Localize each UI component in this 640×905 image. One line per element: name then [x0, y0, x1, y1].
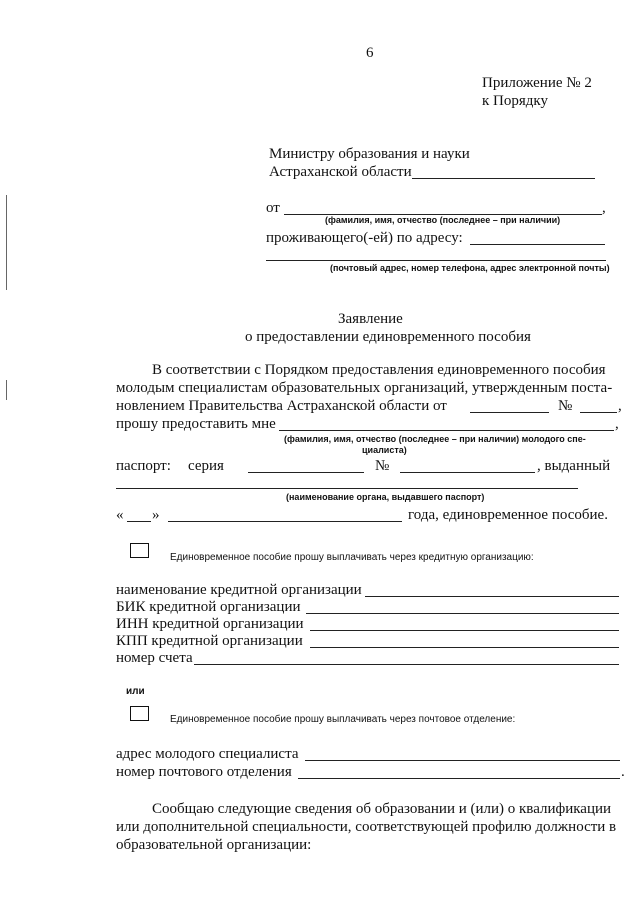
- post-office-dot: .: [621, 764, 625, 780]
- final-line-3: образовательной организации:: [116, 837, 312, 853]
- from-label: от: [266, 200, 280, 216]
- kpp-line[interactable]: [310, 647, 619, 648]
- post-office-label: номер почтового отделения: [116, 764, 292, 780]
- passport-series-line[interactable]: [248, 472, 364, 473]
- address-input-line[interactable]: [470, 244, 605, 245]
- account-line[interactable]: [194, 664, 619, 665]
- passport-num-sign: №: [375, 458, 390, 474]
- applicant-hint-2: циалиста): [362, 445, 407, 455]
- body-line-4: прошу предоставить мне: [116, 416, 276, 432]
- bik-line[interactable]: [306, 613, 619, 614]
- decree-comma: ,: [618, 398, 622, 414]
- scan-mark: [6, 195, 7, 290]
- post-option-text: Единовременное пособие прошу выплачивать через почтовое отделение:: [170, 714, 516, 725]
- page-number: 6: [366, 45, 374, 61]
- address-hint: (почтовый адрес, номер телефона, адрес электронной почты): [330, 263, 610, 273]
- passport-label: паспорт:: [116, 458, 171, 474]
- applicant-name-line[interactable]: [279, 430, 614, 431]
- decree-date-line[interactable]: [470, 412, 549, 413]
- address-input-line-2[interactable]: [266, 260, 606, 261]
- final-line-1: Сообщаю следующие сведения об образовании и (или) о квалификации: [152, 801, 612, 817]
- final-line-2: или дополнительной специальности, соответствующей профилю должности в: [116, 819, 617, 835]
- document-title: Заявление: [338, 311, 403, 327]
- body-line-2: молодым специалистам образовательных организаций, утвержденным поста-: [116, 380, 613, 396]
- appendix-line-2: к Порядку: [482, 93, 548, 109]
- passport-issuer-line[interactable]: [116, 488, 578, 489]
- inn-line[interactable]: [310, 630, 619, 631]
- passport-number-line[interactable]: [400, 472, 535, 473]
- issuer-hint: (наименование органа, выдавшего паспорт): [286, 492, 485, 502]
- credit-option-text: Единовременное пособие прошу выплачивать через кредитную организацию:: [170, 552, 534, 563]
- addressee-line-1: Министру образования и науки: [269, 146, 470, 162]
- date-close-quote: »: [152, 507, 160, 523]
- from-hint: (фамилия, имя, отчество (последнее – при наличии): [325, 215, 561, 225]
- scan-mark: [6, 380, 7, 400]
- bik-label: БИК кредитной организации: [116, 599, 301, 615]
- applicant-comma: ,: [615, 416, 619, 432]
- date-tail: года, единовременное пособие.: [408, 507, 608, 523]
- issue-month-year-line[interactable]: [168, 521, 402, 522]
- date-open-quote: «: [116, 507, 124, 523]
- series-label: серия: [188, 458, 224, 474]
- decree-num-sign: №: [558, 398, 573, 414]
- bank-name-label: наименование кредитной организации: [116, 582, 362, 598]
- specialist-address-line[interactable]: [305, 760, 620, 761]
- credit-option-checkbox[interactable]: [130, 543, 149, 558]
- addressee-region-line: [412, 178, 595, 179]
- account-label: номер счета: [116, 650, 193, 666]
- address-label: проживающего(-ей) по адресу:: [266, 230, 463, 246]
- specialist-address-label: адрес молодого специалиста: [116, 746, 299, 762]
- decree-number-line[interactable]: [580, 412, 617, 413]
- document-subtitle: о предоставлении единовременного пособия: [245, 329, 531, 345]
- appendix-line-1: Приложение № 2: [482, 75, 592, 91]
- post-option-checkbox[interactable]: [130, 706, 149, 721]
- kpp-label: КПП кредитной организации: [116, 633, 303, 649]
- from-comma: ,: [602, 200, 606, 216]
- issue-day-line[interactable]: [127, 521, 151, 522]
- body-line-3: новлением Правительства Астраханской области от: [116, 398, 447, 414]
- body-line-1: В соответствии с Порядком предоставления единовременного пособия: [152, 362, 606, 378]
- bank-name-line[interactable]: [365, 596, 619, 597]
- inn-label: ИНН кредитной организации: [116, 616, 304, 632]
- applicant-hint-1: (фамилия, имя, отчество (последнее – при наличии) молодого спе-: [284, 434, 586, 444]
- issued-label: , выданный: [537, 458, 611, 474]
- post-office-line[interactable]: [298, 778, 620, 779]
- or-label: или: [126, 686, 145, 697]
- addressee-line-2: Астраханской области: [269, 164, 412, 180]
